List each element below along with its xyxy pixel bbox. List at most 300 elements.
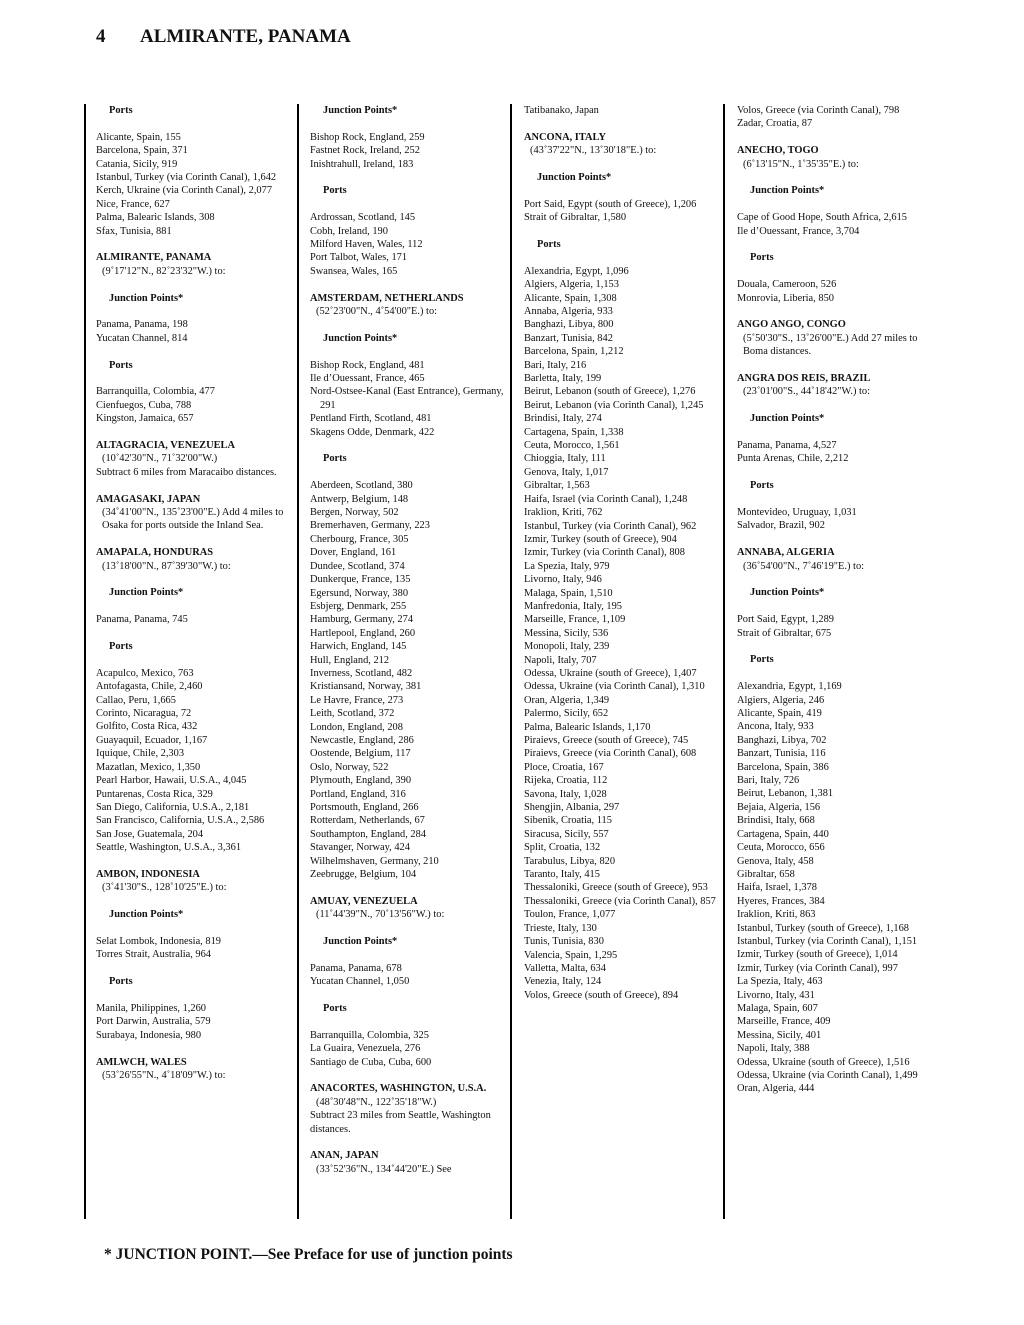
column-2: [310, 104, 515, 1176]
spacer: [524, 251, 729, 264]
entry: Palermo, Sicily, 652: [524, 708, 609, 720]
entry: Callao, Peru, 1,665: [96, 694, 176, 706]
spacer: [96, 627, 301, 640]
entry: Santiago de Cuba, Cuba, 600: [310, 1056, 432, 1068]
port-heading: ANGO ANGO, CONGO: [737, 319, 846, 331]
entry: Livorno, Italy, 946: [524, 574, 602, 586]
coordinates: (9˚17'12"N., 82˚23'32"W.) to:: [102, 265, 226, 277]
entry: Istanbul, Turkey (via Corinth Canal), 962: [524, 520, 697, 532]
entry: Siracusa, Sicily, 557: [524, 828, 609, 840]
entry: Istanbul, Turkey (via Corinth Canal), 1,642: [96, 172, 277, 184]
spacer: [310, 1069, 515, 1082]
spacer: [310, 278, 515, 291]
entry: Oran, Algeria, 444: [737, 1083, 815, 1095]
entry: Cartagena, Spain, 1,338: [524, 426, 624, 438]
entry: Venezia, Italy, 124: [524, 976, 602, 988]
entry: Oostende, Belgium, 117: [310, 748, 411, 760]
entry: San Diego, California, U.S.A., 2,181: [96, 801, 250, 813]
coordinates: (36˚54'00"N., 7˚46'19"E.) to:: [743, 560, 865, 572]
entry: Portland, England, 316: [310, 788, 406, 800]
entry: Bergen, Norway, 502: [310, 507, 399, 519]
entry: Napoli, Italy, 707: [524, 654, 597, 666]
section-label: Junction Points*: [750, 185, 825, 197]
spacer: [96, 426, 301, 439]
section-label: Ports: [323, 185, 347, 197]
entry: Panama, Panama, 198: [96, 319, 188, 331]
entry: Hull, England, 212: [310, 654, 390, 666]
entry: Yucatan Channel, 814: [96, 332, 188, 344]
coordinates: (52˚23'00"N., 4˚54'00"E.) to:: [316, 306, 438, 318]
entry: Banzart, Tunisia, 116: [737, 748, 826, 760]
spacer: [96, 653, 301, 666]
page-header: [96, 26, 351, 48]
entry: Thessaloniki, Greece (via Corinth Canal), 857: [524, 895, 716, 907]
spacer: [96, 479, 301, 492]
section-label: Ports: [537, 239, 561, 250]
port-heading: AMSTERDAM, NETHERLANDS: [310, 292, 464, 304]
spacer: [96, 962, 301, 975]
spacer: [737, 493, 942, 506]
section-label: Ports: [750, 252, 774, 264]
entry: Taranto, Italy, 415: [524, 869, 600, 881]
entry: Napoli, Italy, 388: [737, 1043, 810, 1055]
entry: Cienfuegos, Cuba, 788: [96, 399, 192, 411]
entry: Inverness, Scotland, 482: [310, 667, 413, 679]
entry: Beirut, Lebanon (south of Greece), 1,276: [524, 386, 696, 398]
entry: Skagens Odde, Denmark, 422: [310, 426, 435, 438]
entry: Izmir, Turkey (south of Greece), 904: [524, 533, 677, 545]
entry: Strait of Gibraltar, 1,580: [524, 212, 627, 224]
section-label: Ports: [323, 453, 347, 465]
entry: Antofagasta, Chile, 2,460: [96, 681, 203, 693]
spacer: [310, 466, 515, 479]
entry: Valletta, Malta, 634: [524, 962, 606, 974]
spacer: [737, 198, 942, 211]
spacer: [737, 573, 942, 586]
entry: Monopoli, Italy, 239: [524, 641, 610, 653]
entry: Sibenik, Croatia, 115: [524, 815, 612, 827]
entry: Split, Croatia, 132: [524, 842, 601, 854]
entry: Oslo, Norway, 522: [310, 761, 389, 773]
entry: Port Said, Egypt, 1,289: [737, 614, 834, 626]
entry: Barcelona, Spain, 371: [96, 145, 188, 157]
entry: Port Talbot, Wales, 171: [310, 252, 408, 264]
spacer: [96, 1042, 301, 1055]
entry: Egersund, Norway, 380: [310, 587, 409, 599]
coordinates: (33˚52'36"N., 134˚44'20"E.) See: [316, 1163, 452, 1175]
entry: Bari, Italy, 216: [524, 359, 587, 371]
entry: Port Said, Egypt (south of Greece), 1,206: [524, 198, 697, 210]
column-rule: [510, 104, 512, 1219]
spacer: [96, 117, 301, 130]
entry: Stavanger, Norway, 424: [310, 842, 410, 854]
spacer: [737, 600, 942, 613]
entry: Seattle, Washington, U.S.A., 3,361: [96, 842, 242, 854]
footnote: * JUNCTION POINT.—See Preface for use of junction points: [104, 1246, 513, 1263]
entry: Bari, Italy, 726: [737, 775, 800, 787]
spacer: [737, 171, 942, 184]
entry: Brindisi, Italy, 274: [524, 413, 602, 425]
entry: Puntarenas, Costa Rica, 329: [96, 788, 213, 800]
entry: Bishop Rock, England, 481: [310, 359, 425, 371]
coordinates: (6˚13'15"N., 1˚35'35"E.) to:: [743, 158, 859, 170]
port-heading: ALMIRANTE, PANAMA: [96, 252, 212, 264]
entry: Panama, Panama, 678: [310, 962, 402, 974]
entry: Selat Lombok, Indonesia, 819: [96, 935, 221, 947]
entry: Leith, Scotland, 372: [310, 708, 395, 720]
spacer: [96, 895, 301, 908]
spacer: [737, 426, 942, 439]
spacer: [96, 600, 301, 613]
entry: Algiers, Algeria, 1,153: [524, 279, 619, 291]
entry: Tunis, Tunisia, 830: [524, 936, 604, 948]
entry: Sfax, Tunisia, 881: [96, 225, 172, 237]
port-heading: AMAGASAKI, JAPAN: [96, 493, 201, 505]
port-heading: AMUAY, VENEZUELA: [310, 895, 418, 907]
entry: Zadar, Croatia, 87: [737, 118, 813, 130]
entry: Algiers, Algeria, 246: [737, 694, 825, 706]
port-heading: ANACORTES, WASHINGTON, U.S.A.: [310, 1083, 487, 1095]
entry: Volos, Greece (via Corinth Canal), 798: [737, 105, 900, 116]
entry: Cartagena, Spain, 440: [737, 828, 829, 840]
entry: Iquique, Chile, 2,303: [96, 748, 185, 760]
entry: Istanbul, Turkey (south of Greece), 1,168: [737, 922, 909, 934]
entry: Kingston, Jamaica, 657: [96, 413, 194, 425]
entry: Barranquilla, Colombia, 477: [96, 386, 215, 398]
spacer: [737, 399, 942, 412]
entry: Valencia, Spain, 1,295: [524, 949, 618, 961]
entry: Thessaloniki, Greece (south of Greece), 953: [524, 882, 708, 894]
spacer: [96, 305, 301, 318]
coordinates: (13˚18'00"N., 87˚39'30"W.) to:: [102, 560, 231, 572]
entry: Banghazi, Libya, 800: [524, 319, 614, 331]
entry: Beirut, Lebanon, 1,381: [737, 788, 834, 800]
column-4: [737, 104, 942, 1096]
coordinates: (48˚30'48"N., 122˚35'18"W.): [316, 1096, 437, 1108]
spacer: [524, 158, 729, 171]
entry: Southampton, England, 284: [310, 828, 427, 840]
spacer: [737, 238, 942, 251]
spacer: [310, 198, 515, 211]
entry: Ile d’Ouessant, France, 465: [310, 373, 425, 385]
spacer: [737, 533, 942, 546]
spacer: [310, 922, 515, 935]
entry: Oran, Algeria, 1,349: [524, 694, 610, 706]
coordinates: (5˚50'30"S., 13˚26'00"E.) Add 27 miles to Boma distances.: [743, 332, 918, 358]
entry: Istanbul, Turkey (via Corinth Canal), 1,151: [737, 935, 918, 947]
spacer: [524, 225, 729, 238]
spacer: [737, 466, 942, 479]
entry: London, England, 208: [310, 721, 403, 733]
section-label: Ports: [109, 641, 133, 653]
entry: Shengjin, Albania, 297: [524, 802, 620, 814]
entry: Pearl Harbor, Hawaii, U.S.A., 4,045: [96, 775, 247, 787]
entry: Nord-Ostsee-Kanal (East Entrance), Germany, 291: [310, 386, 504, 411]
entry: Annaba, Algeria, 933: [524, 306, 613, 318]
entry: Plymouth, England, 390: [310, 775, 412, 787]
section-label: Ports: [109, 976, 133, 988]
section-label: Junction Points*: [109, 587, 184, 599]
spacer: [524, 117, 729, 130]
spacer: [524, 184, 729, 197]
entry: Chioggia, Italy, 111: [524, 453, 606, 465]
entry: La Guaira, Venezuela, 276: [310, 1043, 421, 1055]
entry: Wilhelmshaven, Germany, 210: [310, 855, 439, 867]
section-label: Ports: [109, 105, 133, 116]
spacer: [96, 278, 301, 291]
column-1: [96, 104, 301, 1082]
entry: Toulon, France, 1,077: [524, 909, 616, 921]
coordinates: (53˚26'55"N., 4˚18'09"W.) to:: [102, 1069, 226, 1081]
section-label: Junction Points*: [750, 587, 825, 599]
entry: Marseille, France, 1,109: [524, 614, 626, 626]
section-label: Ports: [750, 480, 774, 492]
spacer: [310, 439, 515, 452]
entry: Catania, Sicily, 919: [96, 158, 178, 170]
spacer: [310, 989, 515, 1002]
spacer: [96, 345, 301, 358]
entry: Douala, Cameroon, 526: [737, 279, 837, 291]
entry: Malaga, Spain, 607: [737, 1002, 818, 1014]
entry: Volos, Greece (south of Greece), 894: [524, 989, 679, 1001]
section-label: Junction Points*: [750, 413, 825, 425]
entry: Savona, Italy, 1,028: [524, 788, 607, 800]
entry: Bremerhaven, Germany, 223: [310, 520, 430, 532]
spacer: [96, 372, 301, 385]
spacer: [96, 238, 301, 251]
entry: Tarabulus, Libya, 820: [524, 855, 616, 867]
entry: Tatibanako, Japan: [524, 105, 599, 116]
entry: Le Havre, France, 273: [310, 694, 404, 706]
coordinates: (11˚44'39"N., 70˚13'56"W.) to:: [316, 909, 445, 921]
entry: Banzart, Tunisia, 842: [524, 332, 613, 344]
entry: Haifa, Israel, 1,378: [737, 882, 817, 894]
entry: Hartlepool, England, 260: [310, 627, 416, 639]
spacer: [310, 1015, 515, 1028]
spacer: [96, 533, 301, 546]
entry: Brindisi, Italy, 668: [737, 815, 815, 827]
entry: Fastnet Rock, Ireland, 252: [310, 145, 420, 157]
port-heading: ALTAGRACIA, VENEZUELA: [96, 440, 235, 452]
entry: Odessa, Ukraine (via Corinth Canal), 1,310: [524, 681, 705, 693]
entry: Alexandria, Egypt, 1,169: [737, 681, 842, 693]
coordinates: (10˚42'30"N., 71˚32'00"W.): [102, 453, 218, 465]
spacer: [737, 305, 942, 318]
entry: Salvador, Brazil, 902: [737, 520, 825, 532]
entry: Kristiansand, Norway, 381: [310, 681, 422, 693]
entry: Panama, Panama, 745: [96, 614, 188, 626]
entry: Genova, Italy, 458: [737, 855, 814, 867]
entry: Izmir, Turkey (via Corinth Canal), 808: [524, 547, 685, 559]
entry: Dundee, Scotland, 374: [310, 560, 405, 572]
section-label: Ports: [323, 1003, 347, 1015]
port-heading: AMBON, INDONESIA: [96, 868, 200, 880]
entry: Antwerp, Belgium, 148: [310, 493, 409, 505]
coordinates: (43˚37'22"N., 13˚30'18"E.) to:: [530, 145, 657, 157]
entry: Mazatlan, Mexico, 1,350: [96, 761, 201, 773]
entry: Palma, Balearic Islands, 308: [96, 212, 215, 224]
entry: Ceuta, Morocco, 656: [737, 842, 825, 854]
entry: Rotterdam, Netherlands, 67: [310, 815, 425, 827]
entry: San Jose, Guatemala, 204: [96, 828, 204, 840]
spacer: [310, 171, 515, 184]
entry: Ardrossan, Scotland, 145: [310, 212, 416, 224]
entry: Piraievs, Greece (via Corinth Canal), 608: [524, 748, 697, 760]
entry: Haifa, Israel (via Corinth Canal), 1,248: [524, 493, 688, 505]
entry: Ceuta, Morocco, 1,561: [524, 440, 620, 452]
entry: Yucatan Channel, 1,050: [310, 976, 410, 988]
entry: Ancona, Italy, 933: [737, 721, 814, 733]
entry: Hyeres, Frances, 384: [737, 895, 825, 907]
entry: Strait of Gibraltar, 675: [737, 627, 832, 639]
section-label: Ports: [109, 359, 133, 371]
entry: Messina, Sicily, 536: [524, 627, 609, 639]
section-label: Junction Points*: [109, 292, 184, 304]
entry: Portsmouth, England, 266: [310, 802, 419, 813]
page-number: 4: [96, 26, 106, 47]
entry: Livorno, Italy, 431: [737, 989, 815, 1001]
note: Subtract 6 miles from Maracaibo distances.: [96, 466, 277, 478]
page-title: ALMIRANTE, PANAMA: [140, 26, 351, 47]
spacer: [737, 359, 942, 372]
entry: Ploce, Croatia, 167: [524, 761, 604, 773]
entry: Aberdeen, Scotland, 380: [310, 480, 413, 492]
entry: Marseille, France, 409: [737, 1016, 831, 1028]
spacer: [310, 318, 515, 331]
entry: Barcelona, Spain, 1,212: [524, 346, 624, 358]
entry: Inishtrahull, Ireland, 183: [310, 158, 414, 170]
port-heading: AMAPALA, HONDURAS: [96, 547, 213, 559]
entry: Acapulco, Mexico, 763: [96, 667, 194, 679]
entry: Odessa, Ukraine (south of Greece), 1,407: [524, 667, 697, 679]
port-heading: ANCONA, ITALY: [524, 131, 606, 143]
entry: Piraievs, Greece (south of Greece), 745: [524, 735, 689, 747]
column-rule: [297, 104, 299, 1219]
column-3: [524, 104, 729, 1002]
column-rule: [84, 104, 86, 1219]
entry: Esbjerg, Denmark, 255: [310, 600, 407, 612]
entry: Malaga, Spain, 1,510: [524, 587, 613, 599]
coordinates: (23˚01'00"S., 44˚18'42"W.) to:: [743, 386, 871, 398]
entry: Torres Strait, Australia, 964: [96, 949, 211, 961]
entry: Alexandria, Egypt, 1,096: [524, 265, 629, 277]
entry: Beirut, Lebanon (via Corinth Canal), 1,245: [524, 399, 704, 411]
entry: Alicante, Spain, 155: [96, 131, 181, 143]
entry: Genova, Italy, 1,017: [524, 466, 609, 478]
entry: Cape of Good Hope, South Africa, 2,615: [737, 212, 907, 224]
entry: Corinto, Nicaragua, 72: [96, 708, 192, 720]
entry: Kerch, Ukraine (via Corinth Canal), 2,077: [96, 185, 273, 197]
entry: Port Darwin, Australia, 579: [96, 1016, 211, 1028]
entry: Panama, Panama, 4,527: [737, 440, 837, 452]
spacer: [96, 922, 301, 935]
entry: San Francisco, California, U.S.A., 2,586: [96, 815, 265, 827]
entry: Zeebrugge, Belgium, 104: [310, 869, 417, 881]
entry: Swansea, Wales, 165: [310, 265, 398, 277]
port-heading: ANGRA DOS REIS, BRAZIL: [737, 373, 871, 385]
spacer: [310, 948, 515, 961]
spacer: [737, 640, 942, 653]
entry: Trieste, Italy, 130: [524, 922, 597, 934]
port-heading: ANNABA, ALGERIA: [737, 547, 835, 559]
section-label: Junction Points*: [323, 105, 398, 116]
spacer: [737, 667, 942, 680]
entry: Golfito, Costa Rica, 432: [96, 721, 198, 733]
spacer: [310, 1136, 515, 1149]
spacer: [737, 131, 942, 144]
spacer: [310, 881, 515, 894]
entry: Alicante, Spain, 419: [737, 708, 822, 720]
spacer: [96, 573, 301, 586]
entry: Barcelona, Spain, 386: [737, 761, 829, 773]
coordinates: (34˚41'00"N., 135˚23'00"E.) Add 4 miles to Osaka for ports outside the Inland Sea.: [102, 507, 284, 532]
port-heading: AMLWCH, WALES: [96, 1056, 187, 1068]
entry: Bejaia, Algeria, 156: [737, 801, 821, 813]
spacer: [310, 117, 515, 130]
spacer: [96, 989, 301, 1002]
entry: Guayaquil, Ecuador, 1,167: [96, 734, 208, 746]
section-label: Junction Points*: [323, 936, 398, 948]
entry: Barletta, Italy, 199: [524, 373, 602, 385]
section-label: Ports: [750, 654, 774, 666]
entry: Barranquilla, Colombia, 325: [310, 1029, 429, 1041]
entry: La Spezia, Italy, 463: [737, 976, 823, 988]
coordinates: (3˚41'30"S., 128˚10'25"E.) to:: [102, 882, 227, 894]
entry: Pentland Firth, Scotland, 481: [310, 413, 432, 425]
entry: Rijeka, Croatia, 112: [524, 775, 608, 787]
entry: Newcastle, England, 286: [310, 734, 414, 746]
entry: Hamburg, Germany, 274: [310, 614, 414, 626]
entry: Banghazi, Libya, 702: [737, 734, 827, 746]
entry: Palma, Balearic Islands, 1,170: [524, 721, 651, 733]
entry: Dunkerque, France, 135: [310, 574, 411, 586]
spacer: [96, 855, 301, 868]
entry: Monrovia, Liberia, 850: [737, 292, 834, 304]
entry: Odessa, Ukraine (via Corinth Canal), 1,499: [737, 1070, 918, 1081]
entry: Odessa, Ukraine (south of Greece), 1,516: [737, 1056, 910, 1068]
entry: Izmir, Turkey (south of Greece), 1,014: [737, 949, 898, 961]
section-label: Junction Points*: [323, 332, 398, 344]
entry: Nice, France, 627: [96, 198, 170, 210]
port-heading: ANAN, JAPAN: [310, 1150, 379, 1162]
port-heading: ANECHO, TOGO: [737, 145, 819, 157]
entry: Manila, Philippines, 1,260: [96, 1002, 206, 1014]
entry: Cherbourg, France, 305: [310, 533, 409, 545]
entry: Ile d’Ouessant, France, 3,704: [737, 225, 860, 237]
entry: Gibraltar, 1,563: [524, 480, 590, 492]
entry: Alicante, Spain, 1,308: [524, 292, 617, 304]
spacer: [737, 265, 942, 278]
entry: Messina, Sicily, 401: [737, 1029, 822, 1041]
entry: Milford Haven, Wales, 112: [310, 239, 423, 251]
entry: Punta Arenas, Chile, 2,212: [737, 453, 849, 465]
entry: Iraklion, Kriti, 863: [737, 909, 816, 921]
entry: La Spezia, Italy, 979: [524, 560, 610, 572]
entry: Izmir, Turkey (via Corinth Canal), 997: [737, 962, 898, 974]
section-label: Junction Points*: [109, 909, 184, 921]
entry: Iraklion, Kriti, 762: [524, 507, 603, 519]
entry: Dover, England, 161: [310, 547, 397, 559]
column-rule: [723, 104, 725, 1219]
spacer: [310, 345, 515, 358]
section-label: Junction Points*: [537, 172, 612, 183]
entry: Manfredonia, Italy, 195: [524, 600, 623, 612]
entry: Montevideo, Uruguay, 1,031: [737, 507, 857, 519]
entry: Bishop Rock, England, 259: [310, 131, 425, 143]
entry: Gibraltar, 658: [737, 868, 795, 880]
entry: Surabaya, Indonesia, 980: [96, 1029, 202, 1041]
entry: Cobh, Ireland, 190: [310, 225, 388, 237]
